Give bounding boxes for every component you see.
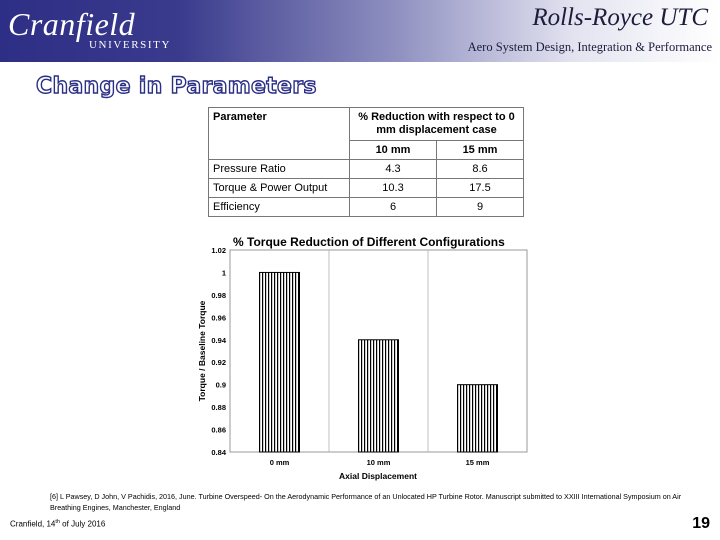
bar-15-mm [458, 385, 498, 452]
page-number: 19 [692, 515, 710, 532]
table-header-row [209, 108, 524, 141]
row-value-10mm: 6 [350, 198, 437, 217]
table-row [209, 179, 524, 198]
slide-title: Change in Parameters [36, 74, 317, 99]
y-tick-label: 0.92 [211, 358, 226, 368]
x-tick-label: 0 mm [269, 458, 290, 467]
y-axis-label: Torque / Baseline Torque [197, 300, 207, 402]
footer-date-suffix: of July 2016 [59, 519, 106, 529]
header-10mm: 10 mm [350, 141, 437, 160]
x-axis-label: Axial Displacement [339, 471, 417, 481]
y-tick-label: 0.9 [215, 380, 226, 390]
y-tick-label: 0.84 [211, 448, 226, 457]
bar-0-mm [260, 272, 300, 452]
cranfield-logo: Cranfield [8, 6, 136, 42]
row-value-15mm: 17.5 [437, 179, 524, 198]
y-tick-label: 1.02 [211, 246, 226, 255]
header-banner [0, 0, 720, 62]
row-value-15mm: 9 [437, 198, 524, 217]
row-name: Torque & Power Output [209, 179, 350, 198]
y-tick-label: 0.98 [211, 290, 226, 300]
parameter-table [208, 107, 524, 217]
row-value-15mm: 8.6 [437, 160, 524, 179]
header-15mm: 15 mm [437, 141, 524, 160]
row-name: Pressure Ratio [209, 160, 350, 179]
cranfield-logo-subtitle: UNIVERSITY [89, 39, 171, 51]
citation: [6] L Pawsey, D John, V Pachidis, 2016, June. Turbine Overspeed- On the Aerodynamic Performance of an Unlocated HP Turbine Rotor. Manuscript submitted to XXIII International Symposium on Air Breathing Engines, Manchester, England [50, 492, 682, 512]
footer-date-sup: th [55, 519, 60, 525]
footer-date [10, 519, 105, 529]
utc-title: Rolls-Royce UTC [532, 4, 708, 31]
header-reduction: % Reduction with respect to 0 mm displacement case [350, 108, 524, 141]
y-tick-label: 0.86 [211, 425, 226, 435]
utc-subtitle: Aero System Design, Integration & Performance [467, 40, 712, 54]
row-value-10mm: 4.3 [350, 160, 437, 179]
row-value-10mm: 10.3 [350, 179, 437, 198]
y-tick-label: 1 [221, 268, 226, 278]
x-tick-label: 15 mm [465, 458, 490, 467]
y-tick-label: 0.94 [211, 335, 226, 345]
header-parameter: Parameter [209, 108, 350, 160]
table-row [209, 198, 524, 217]
y-tick-label: 0.96 [211, 313, 226, 323]
x-tick-label: 10 mm [366, 458, 391, 467]
row-name: Efficiency [209, 198, 350, 217]
torque-reduction-chart [190, 232, 550, 484]
bar-10-mm [359, 340, 399, 452]
table-row [209, 160, 524, 179]
y-tick-label: 0.88 [211, 403, 226, 413]
footer-date-prefix: Cranfield, 14 [10, 519, 56, 529]
chart-title: % Torque Reduction of Different Configurations [233, 235, 505, 249]
